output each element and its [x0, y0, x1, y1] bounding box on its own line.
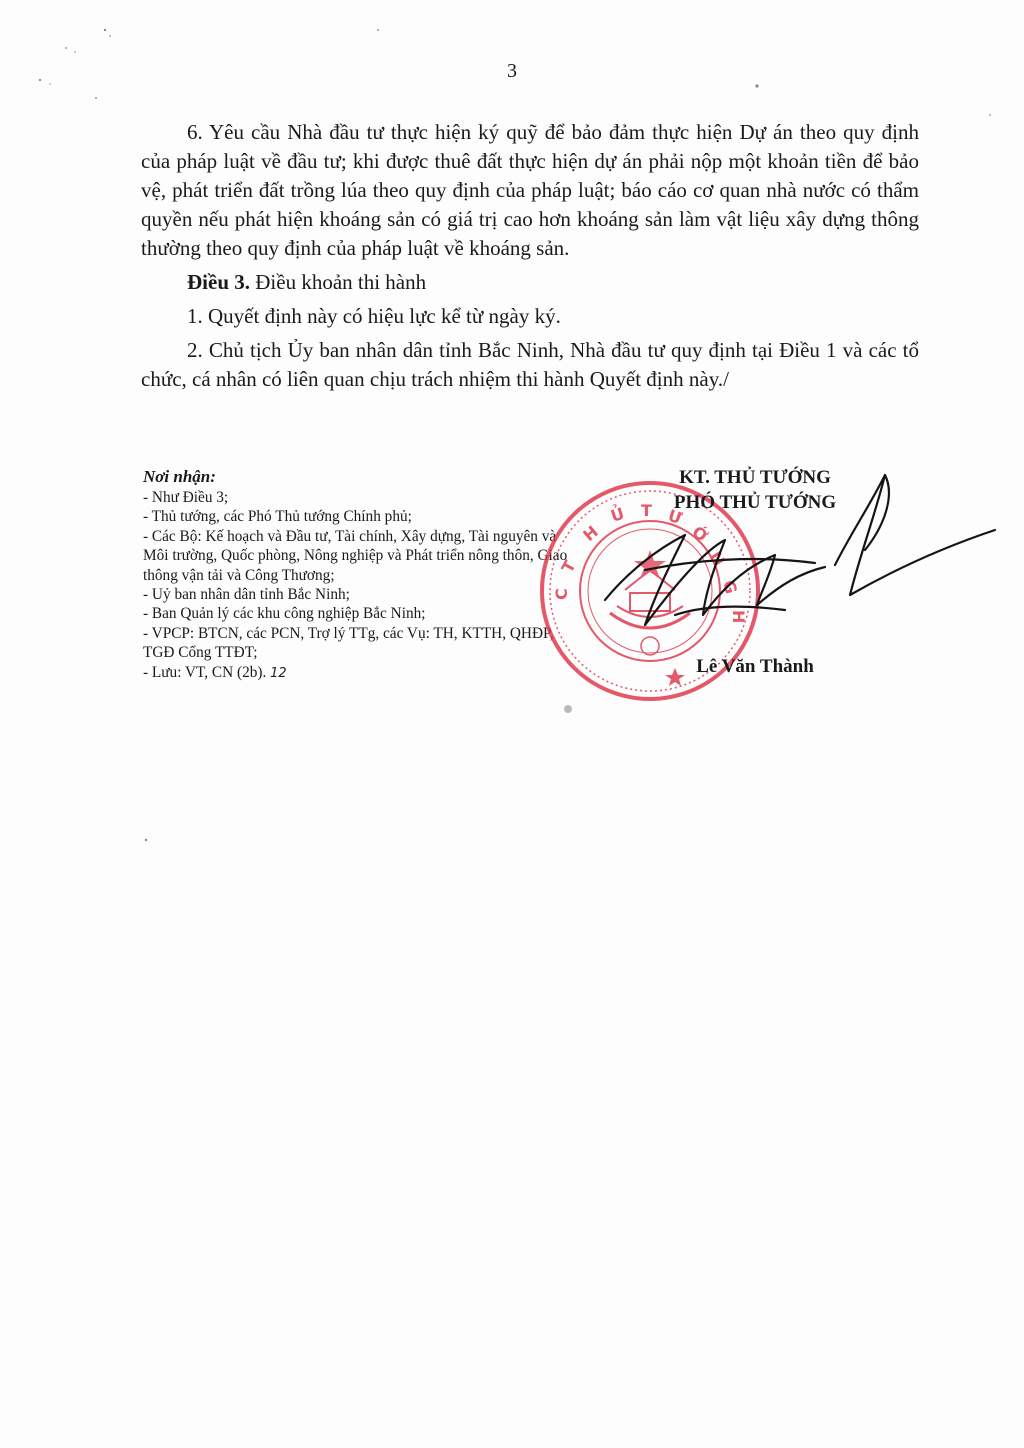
svg-text:H: H: [579, 521, 602, 546]
recipient-item: - Các Bộ: Kế hoạch và Đầu tư, Tài chính, Xây dựng, Tài nguyên và Môi trường, Quốc phòng, Nông nghiệp và Phát triển nông thôn, Giao thông vận tải và Công Thương;: [143, 527, 568, 584]
svg-text:C: C: [552, 588, 571, 600]
svg-text:H: H: [729, 610, 748, 624]
paragraph-item-2: 2. Chủ tịch Ủy ban nhân dân tỉnh Bắc Ninh, Nhà đầu tư quy định tại Điều 1 và các tổ chức, cá nhân có liên quan chịu trách nhiệm thi hành Quyết định này./: [141, 338, 919, 391]
page-number: 3: [507, 60, 517, 82]
recipients-title: Nơi nhận:: [143, 467, 216, 486]
paragraph-item-1: 1. Quyết định này có hiệu lực kể từ ngày ký.: [187, 304, 561, 328]
recipient-item-archive: [143, 663, 573, 683]
article-3-title: Điều khoản thi hành: [250, 270, 427, 294]
svg-text:Ư: Ư: [665, 505, 685, 528]
svg-text:N: N: [705, 548, 729, 570]
paragraph-item-6: 6. Yêu cầu Nhà đầu tư thực hiện ký quỹ để bảo đảm thực hiện Dự án theo quy định của pháp luật về đầu tư; khi được thuê đất thực hiện dự án phải nộp một khoản tiền để bảo vệ, phát triển đất trồng lúa theo quy định của pháp luật; báo cáo cơ quan nhà nước có thẩm quyền nếu phát hiện khoáng sản có giá trị cao hơn khoáng sản làm vật liệu xây dựng thông thường theo quy định của pháp luật về khoáng sản.: [141, 120, 919, 260]
signer-title-line-1: KT. THỦ TƯỚNG: [679, 467, 831, 488]
recipient-item: - Ban Quản lý các khu công nghiệp Bắc Ninh;: [143, 605, 426, 623]
svg-text:Ủ: Ủ: [608, 503, 627, 526]
document-body: [141, 118, 919, 399]
signer-name: Lê Văn Thành: [696, 656, 814, 677]
recipients-block: [143, 467, 573, 683]
recipient-item: - Thủ tướng, các Phó Thủ tướng Chính phủ;: [143, 508, 412, 526]
recipient-item: - Như Điều 3;: [143, 489, 229, 506]
recipients-list: [143, 488, 573, 683]
handwritten-copy-count: 12: [270, 665, 287, 681]
handwritten-signature-icon: [585, 455, 1005, 655]
svg-text:T: T: [557, 557, 580, 576]
svg-text:Ớ: Ớ: [688, 522, 712, 546]
article-3-label: Điều 3.: [187, 270, 250, 294]
recipient-item: - VPCP: BTCN, các PCN, Trợ lý TTg, các Vụ: TH, KTTH, QHĐP, TGĐ Cổng TTĐT;: [143, 624, 554, 662]
article-3-heading: [141, 268, 919, 297]
recipient-archive-text: - Lưu: VT, CN (2b).: [143, 663, 267, 681]
svg-text:T: T: [641, 501, 652, 520]
recipient-item: - Uỷ ban nhân dân tỉnh Bắc Ninh;: [143, 586, 350, 604]
svg-text:G: G: [719, 578, 741, 596]
signer-title-line-2: PHÓ THỦ TƯỚNG: [673, 492, 837, 513]
